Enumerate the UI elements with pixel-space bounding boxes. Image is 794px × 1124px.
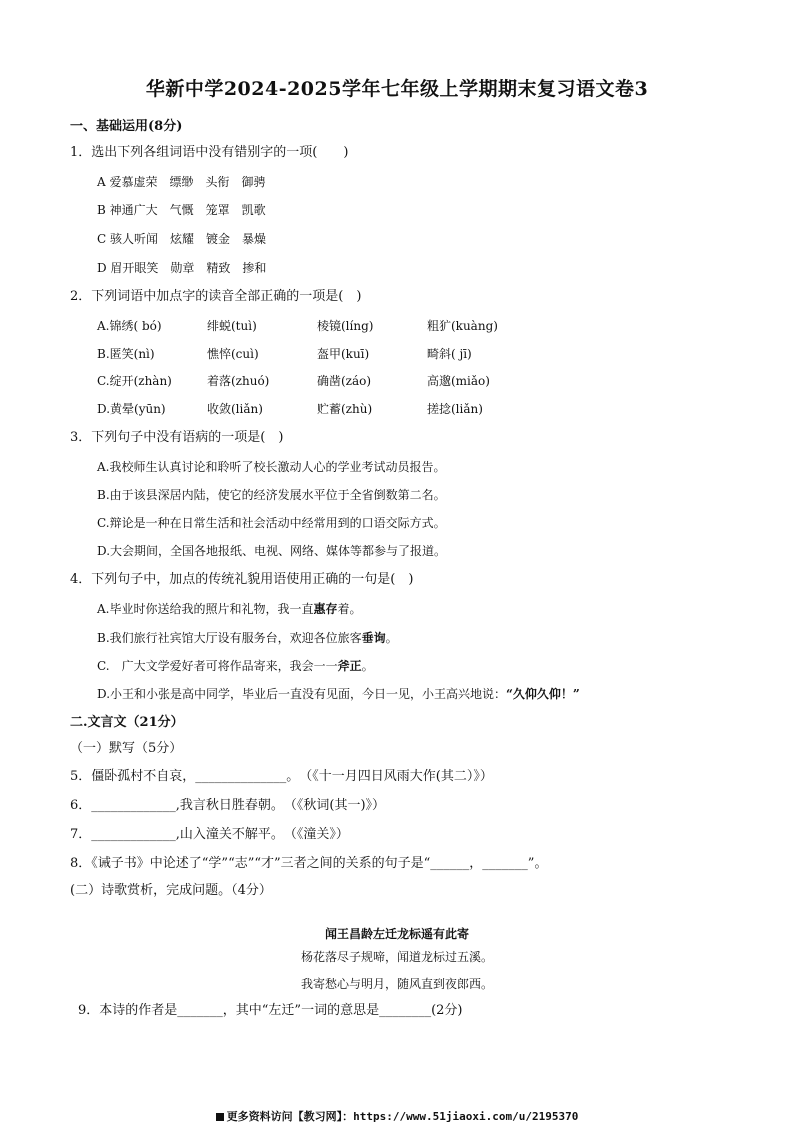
poem-line: 我寄愁心与明月，随风直到夜郎西。: [300, 977, 493, 991]
q2-cell: 确凿(záo): [317, 374, 372, 388]
q6: 6．_____________,我言秋日胜春朝。 （《秋词(其一)》）: [70, 798, 386, 813]
footer-text: 更多资料访问【教习网】：https://www.51jiaoxi.com/u/2195370: [226, 1110, 579, 1123]
q4-option-a: [97, 600, 362, 618]
option-text: 着。: [337, 602, 362, 616]
poem-line: 杨花落尽子规啼，闻道龙标过五溪。: [300, 950, 493, 964]
q2-cell: D.黄晕(yūn): [97, 402, 166, 416]
q1-option-c: C 骇人听闻 炫耀 镀金 暴燥: [97, 232, 266, 246]
q2-cell: 粗犷(kuàng): [427, 319, 498, 333]
subsection-dictation: （一）默写（5分）: [70, 741, 183, 756]
subsection-poetry: (二）诗歌赏析，完成问题。（4分）: [70, 883, 272, 898]
q2-cell: 绯蜕(tuì): [207, 319, 257, 333]
q2-cell: 搓捻(liǎn): [427, 402, 483, 416]
q2-cell: C.绽开(zhàn): [97, 374, 172, 388]
q5: 5．僵卧孤村不自哀，______________。 （《十一月四日风雨大作(其二）》）: [70, 769, 493, 784]
highlight-term: 垂询: [361, 631, 386, 645]
option-text: B.我们旅行社宾馆大厅设有服务台，欢迎各位旅客: [97, 631, 362, 645]
section2-heading: 二.文言文（21分）: [70, 715, 184, 730]
q2-cell: 棱镜(líng): [317, 319, 374, 333]
q9: 9．本诗的作者是_______，其中“左迁”一词的意思是________(2分): [78, 1003, 463, 1018]
q2-cell: 贮蓄(zhù): [317, 402, 373, 416]
q2-cell: 盔甲(kuī): [317, 347, 370, 361]
highlight-term: 惠存: [313, 602, 338, 616]
q4-option-d: [97, 685, 580, 703]
q2-cell: A.锦绣( bó): [97, 319, 162, 333]
option-text: D.小王和小张是高中同学，毕业后一直没有见面，今日一见，小王高兴地说：: [97, 687, 507, 701]
q4-stem: 4．下列句子中，加点的传统礼貌用语使用正确的一句是( ): [70, 572, 414, 587]
option-text: A.毕业时你送给我的照片和礼物，我一直: [97, 602, 314, 616]
footer-link[interactable]: [0, 1108, 794, 1124]
q3-option-d: D.大会期间，全国各地报纸、电视、网络、媒体等都参与了报道。: [97, 544, 447, 558]
option-text: 。: [361, 659, 374, 673]
q2-cell: 畸斜( jī): [427, 347, 472, 361]
section1-heading: 一、基础运用(8分): [70, 119, 183, 134]
q4-option-b: [97, 629, 398, 647]
q1-stem: 1．选出下列各组词语中没有错别字的一项( ): [70, 145, 349, 160]
q7: 7．_____________,山入潼关不解平。 （《潼关》）: [70, 827, 349, 842]
q3-option-a: A.我校师生认真讨论和聆听了校长激动人心的学业考试动员报告。: [97, 460, 446, 474]
q3-option-b: B.由于该县深居内陆，使它的经济发展水平位于全省倒数第二名。: [97, 488, 446, 502]
q2-cell: 高邈(miǎo): [427, 374, 490, 388]
flag-icon: [216, 1113, 224, 1121]
q2-cell: 收敛(liǎn): [207, 402, 263, 416]
highlight-term: 斧正: [337, 659, 362, 673]
q2-cell: B.匿笑(nì): [97, 347, 155, 361]
option-text: C. 广大文学爱好者可将作品寄来，我会一一: [97, 659, 338, 673]
q2-cell: 着落(zhuó): [207, 374, 270, 388]
poem-title: 闻王昌龄左迁龙标遥有此寄: [324, 927, 469, 941]
q2-cell: 憔悴(cuì): [207, 347, 259, 361]
q3-stem: 3．下列句子中没有语病的一项是( ): [70, 430, 284, 445]
highlight-term: “久仰久仰！”: [506, 687, 580, 701]
q1-option-d: D 眉开眼笑 勋章 精致 掺和: [97, 261, 267, 275]
q1-option-a: A 爱慕虚荣 缥缈 头衔 御骋: [97, 175, 266, 189]
q2-stem: 2．下列词语中加点字的读音全部正确的一项是( ): [70, 289, 362, 304]
page-title: 华新中学2024-2025学年七年级上学期期末复习语文卷3: [145, 78, 649, 100]
q3-option-c: C.辩论是一种在日常生活和社会活动中经常用到的口语交际方式。: [97, 516, 446, 530]
q1-option-b: B 神通广大 气慨 笼罩 凯歌: [97, 203, 266, 217]
q8: 8．《诫子书》中论述了“学”“志”“才”三者之间的关系的句子是“______，_______”。: [70, 856, 548, 871]
option-text: 。: [385, 631, 398, 645]
q4-option-c: [97, 657, 374, 675]
